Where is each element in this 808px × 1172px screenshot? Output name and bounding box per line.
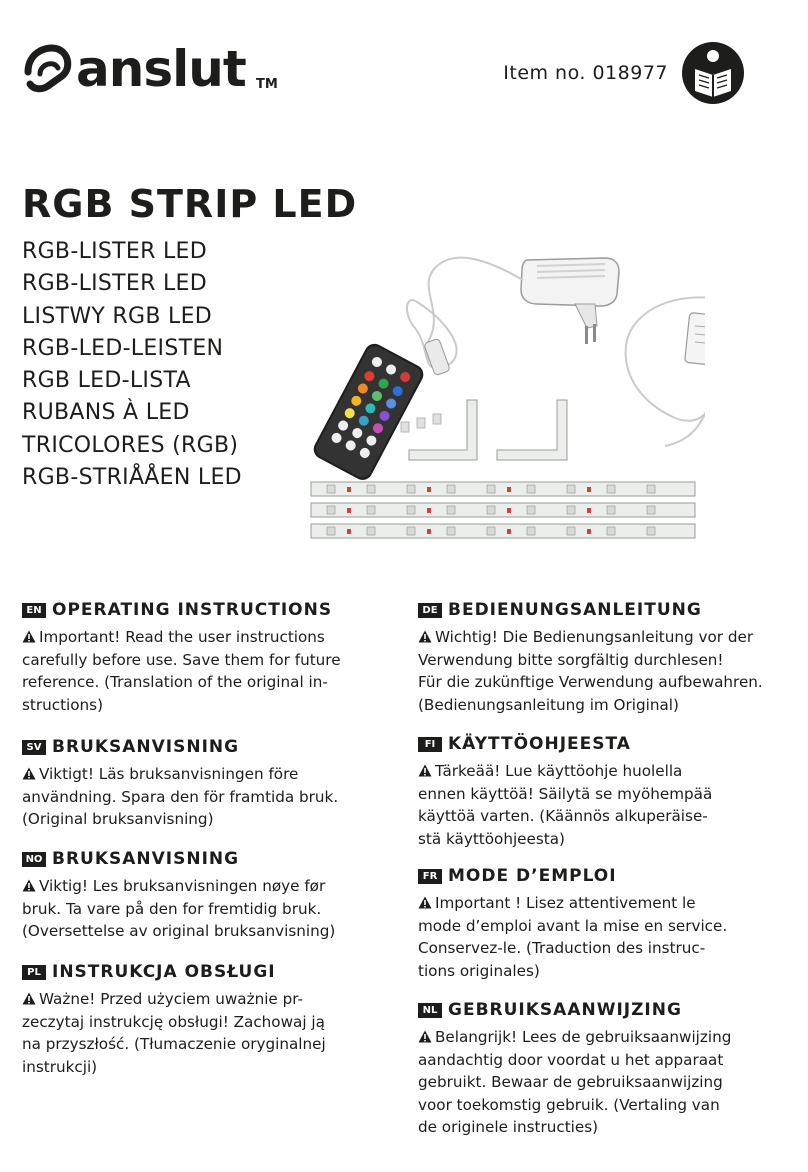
controller-box (685, 312, 705, 369)
body-line: carefully before use. Save them for future (22, 650, 341, 669)
connector-clip (433, 414, 441, 424)
body-line: structions) (22, 695, 104, 714)
body-line: Tärkeää! Lue käyttöohje huolella (435, 762, 683, 780)
item-number: Item no. 018977 (503, 62, 668, 84)
product-illustration (305, 250, 705, 550)
subtitle: RGB-LISTER LED (22, 239, 207, 264)
section-title: OPERATING INSTRUCTIONS (52, 600, 333, 620)
subtitle: TRICOLORES (RGB) (22, 432, 239, 458)
product-title: RGB STRIP LED (22, 182, 358, 226)
warning-triangle-icon (418, 1030, 432, 1043)
connector-clip (401, 422, 409, 432)
section-body (22, 988, 392, 1078)
body-line: Viktigt! Läs bruksanvisningen före (39, 765, 299, 783)
section-title: GEBRUIKSAANWIJZING (448, 1000, 682, 1020)
adapter-cable (407, 258, 523, 369)
section-sv (22, 735, 392, 831)
section-fr (418, 864, 788, 982)
warning-triangle-icon (22, 879, 36, 892)
body-line: Wichtig! Die Bedienungsanleitung vor der (435, 628, 754, 646)
section-title: BRUKSANVISNING (52, 849, 240, 869)
section-body (418, 626, 803, 716)
power-adapter (521, 258, 619, 344)
language-badge: NO (22, 852, 46, 867)
body-line: (Oversettelse av original bruksanvisning) (22, 922, 336, 940)
trademark: TM (256, 77, 278, 92)
section-title: BEDIENUNGSANLEITUNG (448, 600, 702, 620)
body-line: Viktig! Les bruksanvisningen nøye før (39, 877, 326, 895)
section-en (22, 598, 392, 716)
body-line: käyttöä varten. (Käännös alkuperäise- (418, 807, 708, 825)
body-line: voor toekomstig gebruik. (Vertaling van (418, 1095, 720, 1114)
section-title: INSTRUKCJA OBSŁUGI (52, 962, 276, 982)
body-line: Verwendung bitte sorgfältig durchlesen! (418, 650, 724, 669)
body-line: gebruikt. Bewaar de gebruiksaanwijzing (418, 1073, 723, 1091)
read-manual-icon (681, 41, 745, 105)
subtitle: RGB-LED-LEISTEN (22, 335, 224, 361)
language-badge: EN (22, 603, 46, 618)
body-line: de originele instructies) (418, 1118, 599, 1136)
body-line: användning. Spara den för framtida bruk. (22, 787, 339, 806)
subtitle: LISTWY RGB LED (22, 303, 213, 329)
section-pl (22, 960, 392, 1078)
body-line: Conservez-le. (Traduction des instruc- (418, 939, 706, 957)
corner-strip (409, 400, 477, 460)
body-line: mode d’emploi avant la mise en service. (418, 916, 728, 935)
section-body (22, 626, 392, 716)
corner-strip (497, 400, 567, 460)
body-line: ennen käyttöä! Säilytä se myöhempää (418, 784, 713, 803)
body-line: na przyszłość. (Tłumaczenie oryginalnej (22, 1035, 326, 1053)
body-line: Important ! Lisez attentivement le (435, 894, 696, 912)
language-badge: NL (418, 1003, 442, 1018)
language-badge: DE (418, 603, 442, 618)
section-body (22, 763, 392, 831)
connector-clip (417, 418, 425, 428)
body-line: bruk. Ta vare på den for fremtidig bruk. (22, 899, 322, 918)
section-body (418, 892, 788, 982)
warning-triangle-icon (418, 896, 432, 909)
body-line: tions originales) (418, 961, 540, 980)
section-body (418, 1026, 788, 1139)
body-line: stä käyttöohjeesta) (418, 829, 565, 848)
body-line: Ważne! Przed użyciem uważnie pr- (39, 990, 303, 1008)
language-badge: SV (22, 740, 46, 755)
warning-triangle-icon (22, 992, 36, 1005)
body-line: zeczytaj instrukcję obsługi! Zachowaj ją (22, 1012, 325, 1031)
body-line: instrukcji) (22, 1057, 98, 1076)
warning-triangle-icon (418, 764, 432, 777)
section-fi (418, 732, 788, 850)
section-nl (418, 998, 788, 1139)
remote-control (310, 340, 427, 483)
anslut-logo-icon (20, 34, 76, 104)
subtitle: RUBANS À LED (22, 400, 190, 426)
body-line: (Original bruksanvisning) (22, 810, 214, 828)
body-line: Belangrijk! Lees de gebruiksaanwijzing (435, 1028, 732, 1046)
section-title: MODE D’EMPLOI (448, 866, 617, 886)
section-body (22, 875, 392, 943)
section-body (418, 760, 788, 850)
subtitle: RGB-STRIÅÅEN LED (22, 465, 242, 491)
warning-triangle-icon (22, 767, 36, 780)
language-badge: FI (418, 737, 442, 752)
language-badge: FR (418, 869, 442, 884)
brand-name: anslut (76, 40, 246, 98)
section-de (418, 598, 803, 716)
body-line: reference. (Translation of the original in- (22, 673, 328, 691)
body-line: aandachtig door voordat u het apparaat (418, 1050, 724, 1069)
brand-logo (20, 34, 290, 104)
warning-triangle-icon (418, 630, 432, 643)
body-line: Für die zukünftige Verwendung aufbewahren. (418, 673, 763, 691)
warning-triangle-icon (22, 630, 36, 643)
language-badge: PL (22, 965, 46, 980)
section-title: BRUKSANVISNING (52, 737, 240, 757)
subtitle: RGB-LISTER LED (22, 271, 207, 297)
body-line: (Bedienungsanleitung im Original) (418, 695, 679, 714)
subtitle: RGB LED-LISTA (22, 368, 191, 394)
body-line: Important! Read the user instructions (39, 628, 325, 646)
subtitle-list (22, 236, 242, 494)
section-no (22, 847, 392, 943)
section-title: KÄYTTÖOHJEESTA (448, 734, 631, 754)
